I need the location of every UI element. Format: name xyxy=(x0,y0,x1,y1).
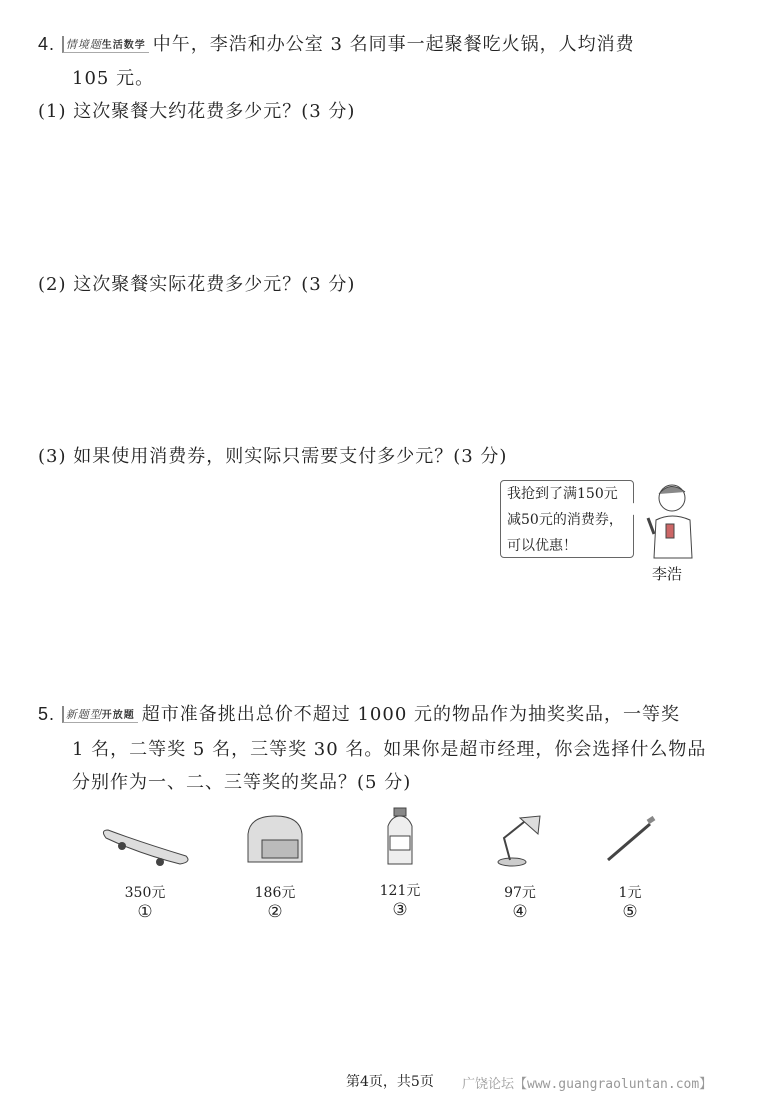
prize-item-3 xyxy=(345,812,455,920)
boy-character-icon xyxy=(640,478,700,560)
q5-number: 5. xyxy=(38,704,56,724)
item-index: ⑤ xyxy=(622,902,638,922)
watermark: 广饶论坛【www.guangraoluntan.com】 xyxy=(462,1077,713,1092)
prize-item-4 xyxy=(465,812,575,922)
q5-tag xyxy=(62,706,138,723)
q4-line1 xyxy=(38,30,635,56)
bubble-line: 减50元的消费券， xyxy=(507,512,623,528)
item-price: 350元 xyxy=(124,885,166,901)
item-price: 97元 xyxy=(504,885,536,901)
q5-tag-sub: 开放题 xyxy=(101,710,135,721)
speech-bubble xyxy=(500,480,634,558)
prize-item-1 xyxy=(90,812,200,922)
item-price: 121元 xyxy=(379,883,421,899)
q5-tag-main: 新题型 xyxy=(65,708,102,721)
item-index: ④ xyxy=(512,902,528,922)
toothbrush-icon xyxy=(600,812,660,868)
q5-text-1: 超市准备挑出总价不超过 1000 元的物品作为抽奖奖品，一等奖 xyxy=(141,704,680,725)
q5-line1 xyxy=(38,700,680,726)
q4-sub1: (1) 这次聚餐大约花费多少元？(3 分) xyxy=(38,101,356,122)
item-price: 1元 xyxy=(618,885,642,901)
q4-tag-sub: 生活数学 xyxy=(101,40,146,51)
item-index: ① xyxy=(137,902,153,922)
bubble-line: 我抢到了满150元 xyxy=(507,486,618,502)
q5-line2: 1 名，二等奖 5 名，三等奖 30 名。如果你是超市经理，你会选择什么物品 xyxy=(72,739,707,760)
skateboard-icon xyxy=(100,812,190,868)
q4-tag xyxy=(62,36,149,53)
bubble-line: 可以优惠！ xyxy=(507,538,577,554)
item-index: ③ xyxy=(392,900,408,920)
prize-item-5 xyxy=(575,812,685,922)
q4-number: 4. xyxy=(38,34,56,54)
character-name: 李浩 xyxy=(652,565,683,583)
q4-tag-main: 情境题 xyxy=(65,38,102,51)
prize-item-2 xyxy=(220,812,330,922)
desk-lamp-icon xyxy=(490,812,550,868)
air-fryer-icon xyxy=(240,812,310,868)
q4-sub2: (2) 这次聚餐实际花费多少元？(3 分) xyxy=(38,274,356,295)
page-number: 第4页，共5页 xyxy=(346,1074,434,1090)
oil-bottle-icon xyxy=(380,806,420,866)
item-index: ② xyxy=(267,902,283,922)
item-price: 186元 xyxy=(254,885,296,901)
q4-sub3: (3) 如果使用消费券，则实际只需要支付多少元？(3 分) xyxy=(38,446,508,467)
q4-text-1: 中午，李浩和办公室 3 名同事一起聚餐吃火锅，人均消费 xyxy=(152,34,635,55)
q5-line3: 分别作为一、二、三等奖的奖品？(5 分) xyxy=(72,772,412,793)
q4-line2: 105 元。 xyxy=(72,68,155,89)
